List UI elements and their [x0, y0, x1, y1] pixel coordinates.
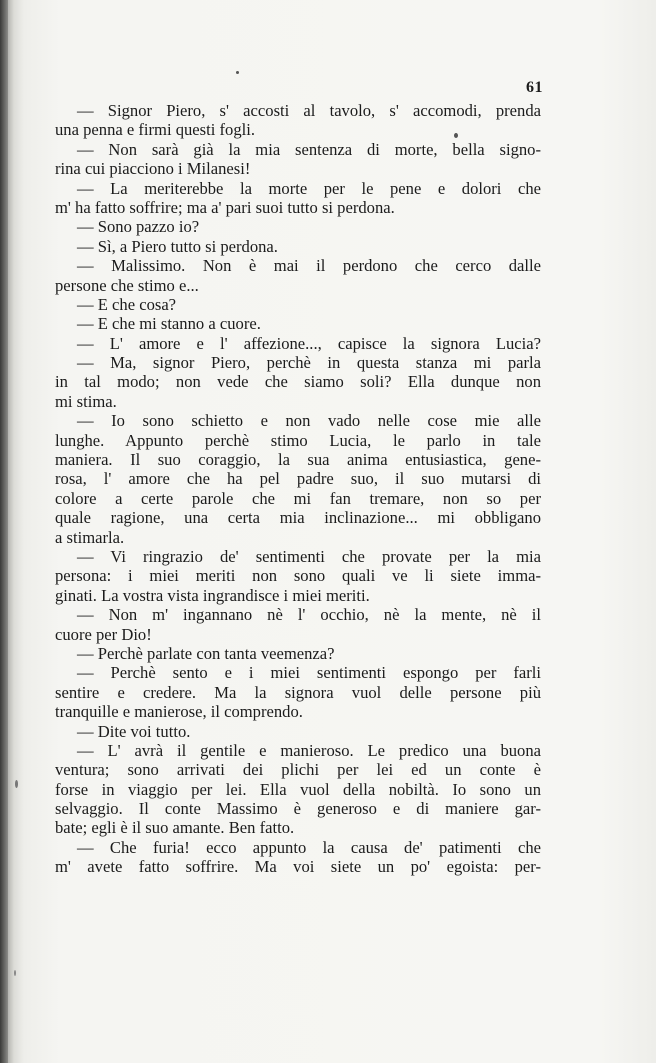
text-line: a stimarla. — [55, 527, 125, 547]
page-spine-shadow — [0, 0, 8, 1063]
body-text — [55, 101, 541, 877]
text-line: — Sono pazzo io? — [77, 217, 200, 237]
text-line: — L' avrà il gentile e manieroso. Le predico una buona — [77, 740, 541, 760]
text-line: — Vi ringrazio de' sentimenti che provate per la mia — [77, 546, 541, 566]
text-line: forse in viaggio per lei. Ella vuol della nobiltà. Io sono un — [55, 779, 541, 799]
text-line: colore a certe parole che mi fan tremare, non so per — [55, 488, 541, 508]
text-line: — Perchè parlate con tanta veemenza? — [77, 643, 335, 663]
text-line: — E che mi stanno a cuore. — [77, 314, 261, 334]
text-line: ventura; sono arrivati dei plichi per lei ed un conte è — [55, 760, 541, 780]
text-line: rina cui piacciono i Milanesi! — [55, 159, 251, 179]
text-line: — Ma, signor Piero, perchè in questa stanza mi parla — [77, 353, 541, 373]
text-line: selvaggio. Il conte Massimo è generoso e di maniere gar- — [55, 799, 541, 819]
text-line: persona: i miei meriti non sono quali ve li siete imma- — [55, 566, 541, 586]
text-line: — Malissimo. Non è mai il perdono che cerco dalle — [77, 256, 541, 276]
page-number: 61 — [526, 79, 543, 96]
print-speck — [454, 133, 458, 138]
text-line: cuore per Dio! — [55, 624, 152, 644]
text-line: in tal modo; non vede che siamo soli? Ella dunque non — [55, 372, 541, 392]
text-line: persone che stimo e... — [55, 275, 199, 295]
text-line: — Perchè sento e i miei sentimenti espongo per farli — [77, 663, 541, 683]
text-line: — La meriterebbe la morte per le pene e dolori che — [77, 178, 541, 198]
text-line: quale ragione, una certa mia inclinazione... mi obbligano — [55, 508, 541, 528]
text-line: sentire e credere. Ma la signora vuol delle persone più — [55, 682, 541, 702]
text-line: — L' amore e l' affezione..., capisce la signora Lucia? — [77, 333, 541, 353]
print-speck — [15, 780, 18, 788]
text-line: ginati. La vostra vista ingrandisce i miei meriti. — [55, 585, 370, 605]
text-line: — Non m' ingannano nè l' occhio, nè la mente, nè il — [77, 605, 541, 625]
text-line: maniera. Il suo coraggio, la sua anima entusiastica, gene- — [55, 450, 541, 470]
text-line: mi stima. — [55, 391, 117, 411]
text-line: — Dite voi tutto. — [77, 721, 191, 741]
print-speck — [236, 71, 239, 74]
text-line: lunghe. Appunto perchè stimo Lucia, le parlo in tale — [55, 430, 541, 450]
text-line: una penna e firmi questi fogli. — [55, 120, 255, 140]
text-line: — Che furia! ecco appunto la causa de' patimenti che — [77, 837, 541, 857]
text-line: tranquille e manierose, il comprendo. — [55, 702, 303, 722]
text-line: m' ha fatto soffrire; ma a' pari suoi tutto si perdona. — [55, 197, 395, 217]
text-line: — Io sono schietto e non vado nelle cose mie alle — [77, 411, 541, 431]
text-line: — Non sarà già la mia sentenza di morte, bella signo- — [77, 139, 541, 159]
text-line: — Sì, a Piero tutto si perdona. — [77, 236, 278, 256]
print-speck — [14, 970, 16, 976]
text-line: bate; egli è il suo amante. Ben fatto. — [55, 818, 295, 838]
text-line: m' avete fatto soffrire. Ma voi siete un po' egoista: per- — [55, 857, 541, 877]
text-line: rosa, l' amore che ha pel padre suo, il suo mutarsi di — [55, 469, 541, 489]
text-line: — E che cosa? — [77, 294, 177, 314]
text-line: — Signor Piero, s' accosti al tavolo, s' accomodi, prenda — [77, 101, 541, 120]
